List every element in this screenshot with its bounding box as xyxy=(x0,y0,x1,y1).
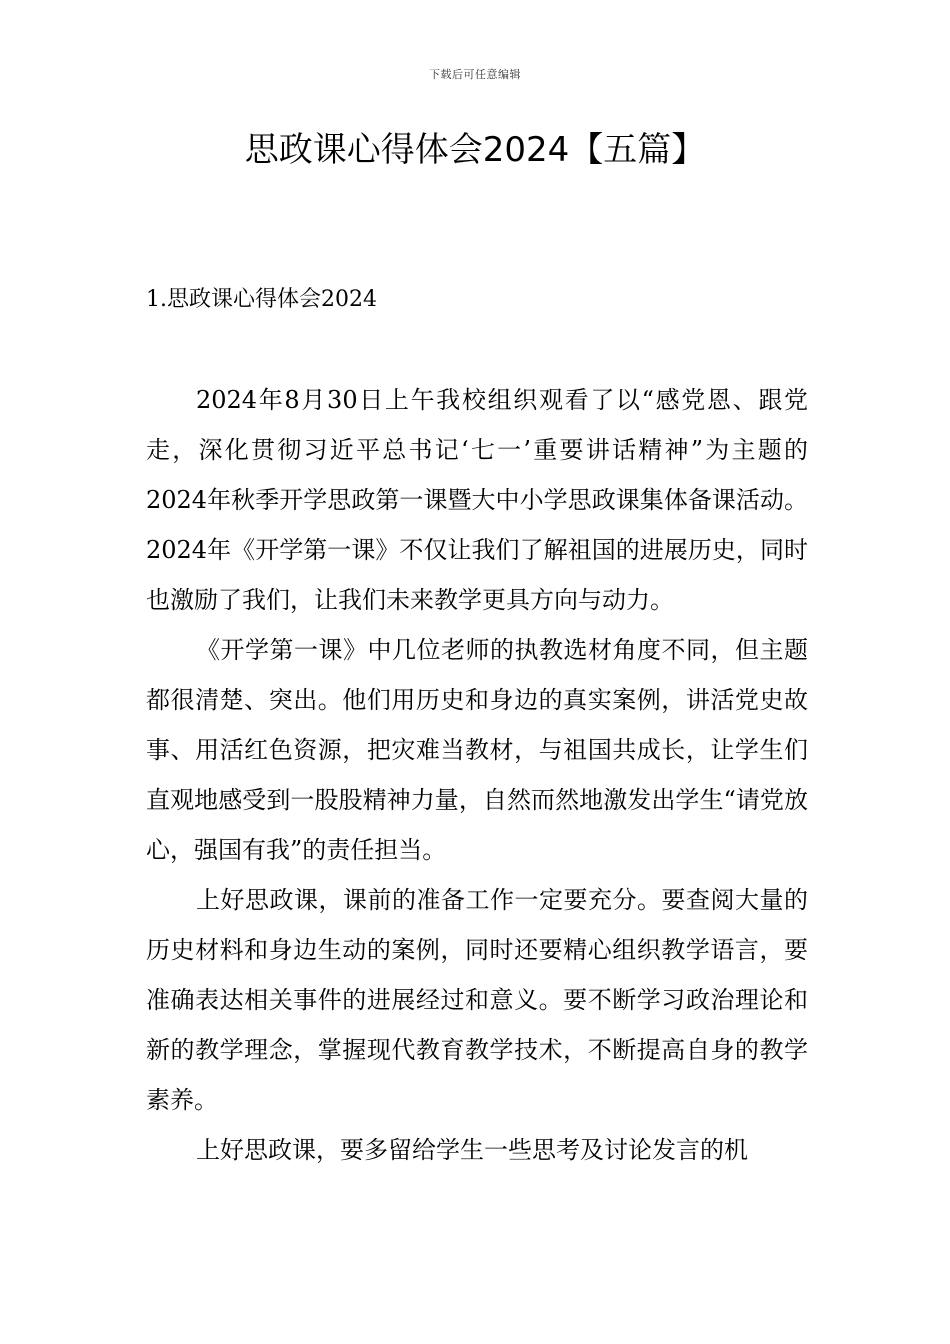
paragraph: 上好思政课，课前的准备工作一定要充分。要查阅大量的历史材料和身边生动的案例，同时还要精心组织教学语言，要准确表达相关事件的进展经过和意义。要不断学习政治理论和新的教学理念，掌握现代教育教学技术，不断提高自身的教学素养。 xyxy=(146,886,808,1114)
body-text xyxy=(146,375,808,1175)
section-heading: 1.思政课心得体会2024 xyxy=(146,287,377,312)
paragraph: 上好思政课，要多留给学生一些思考及讨论发言的机 xyxy=(196,1136,748,1164)
document-title: 思政课心得体会2024【五篇】 xyxy=(244,130,706,170)
header-note: 下载后可任意编辑 xyxy=(429,68,521,81)
paragraph: 《开学第一课》中几位老师的执教选材角度不同，但主题都很清楚、突出。他们用历史和身边的真实案例，讲活党史故事、用活红色资源，把灾难当教材，与祖国共成长，让学生们直观地感受到一股股精神力量，自然而然地激发出学生“请党放心，强国有我”的责任担当。 xyxy=(146,636,808,864)
paragraph: 2024年8月30日上午我校组织观看了以“感党恩、跟党走，深化贯彻习近平总书记‘七一’重要讲话精神”为主题的2024年秋季开学思政第一课暨大中小学思政课集体备课活动。2024年《开学第一课》不仅让我们了解祖国的进展历史，同时也激励了我们，让我们未来教学更具方向与动力。 xyxy=(146,386,808,614)
